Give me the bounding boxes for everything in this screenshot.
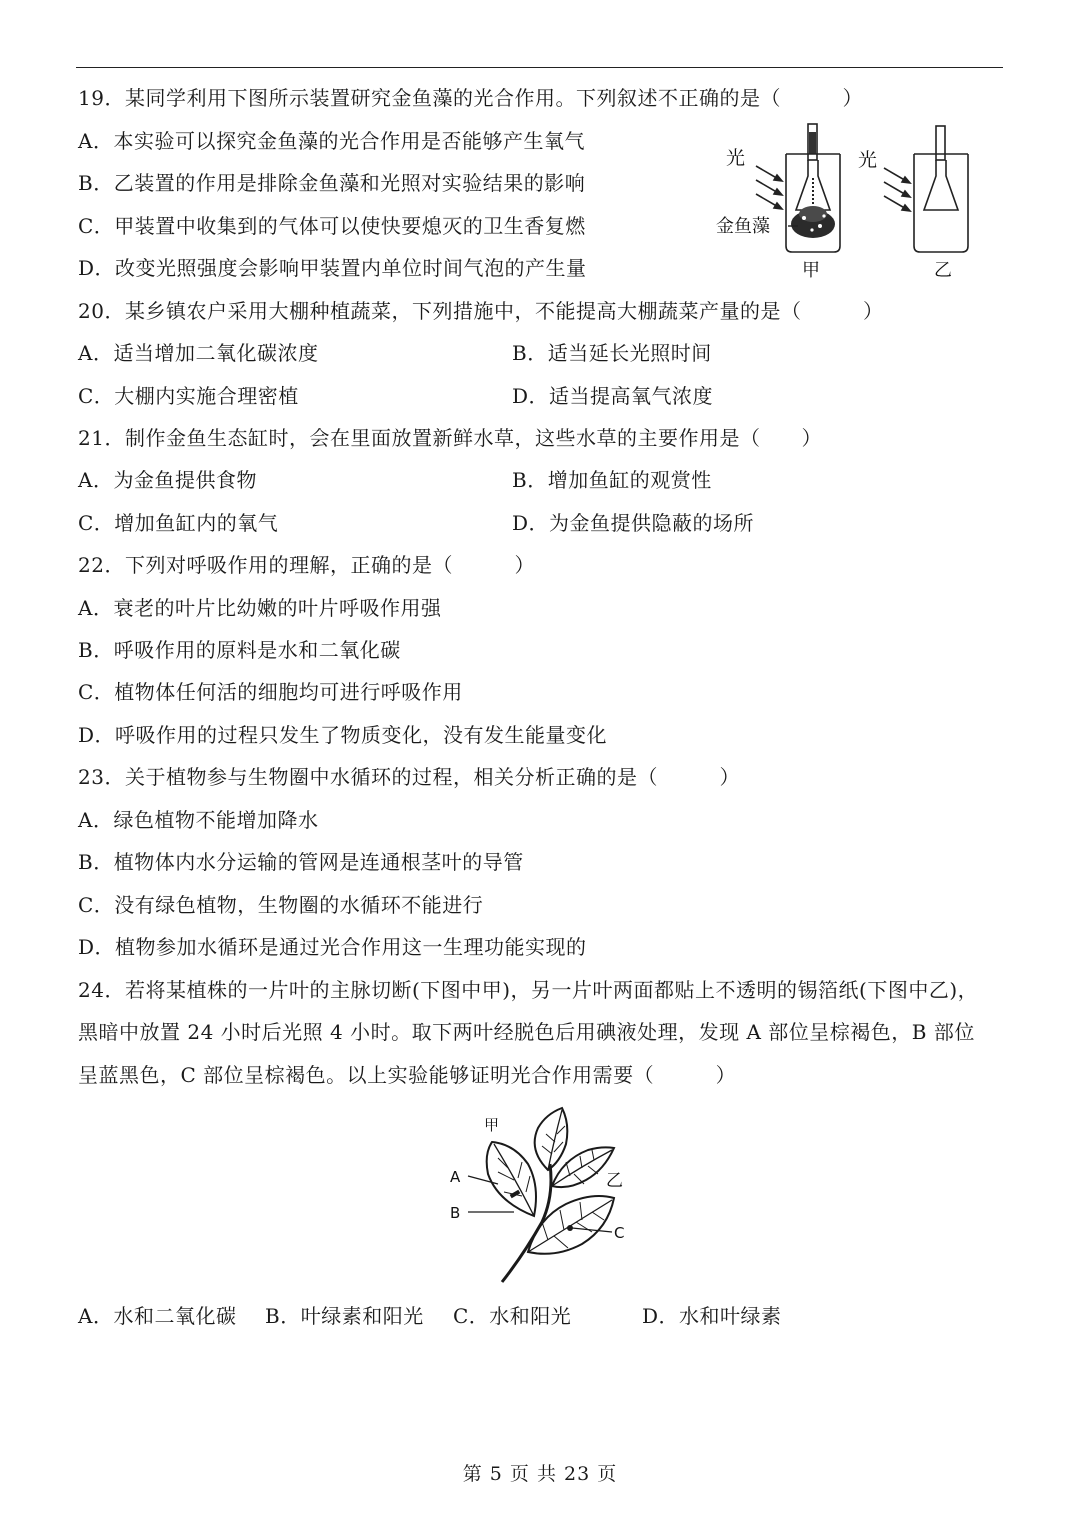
q22-option-a[interactable]: A．衰老的叶片比幼嫩的叶片呼吸作用强 (78, 596, 442, 620)
q19-apparatus-figure (712, 118, 987, 288)
q19-light-label-right: 光 (858, 149, 878, 171)
q21-option-a[interactable]: A．为金鱼提供食物 (78, 468, 257, 492)
q19-option-a[interactable]: A．本实验可以探究金鱼藻的光合作用是否能够产生氧气 (78, 129, 585, 153)
q19-option-c[interactable]: C．甲装置中收集到的气体可以使快要熄灭的卫生香复燃 (78, 214, 586, 238)
light-arrows-right-icon (884, 168, 910, 211)
q22-option-b[interactable]: B．呼吸作用的原料是水和二氧化碳 (78, 638, 401, 662)
goldfish-weed-icon (791, 178, 835, 238)
q20-option-b[interactable]: B．适当延长光照时间 (512, 341, 712, 365)
q20-stem: 20．某乡镇农户采用大棚种植蔬菜，下列措施中，不能提高大棚蔬菜产量的是（ ） (78, 299, 884, 323)
q24-label-c: C (614, 1224, 625, 1242)
header-rule (76, 67, 1003, 68)
q24-stem-line-1: 24．若将某植株的一片叶的主脉切断(下图中甲)，另一片叶两面都贴上不透明的锡箔纸(下图中乙)， (78, 978, 979, 1002)
light-arrows-left-icon (756, 166, 782, 209)
q22-stem: 22．下列对呼吸作用的理解，正确的是（ ） (78, 553, 535, 577)
q19-light-label-left: 光 (726, 147, 746, 169)
q24-label-a: A (450, 1168, 461, 1186)
q20-option-d[interactable]: D．适当提高氧气浓度 (512, 384, 714, 408)
leaf-yi (528, 1196, 614, 1254)
q21-stem: 21．制作金鱼生态缸时，会在里面放置新鲜水草，这些水草的主要作用是（ ） (78, 426, 822, 450)
q24-label-b: B (450, 1204, 461, 1222)
q24-label-jia: 甲 (484, 1116, 500, 1134)
q21-option-d[interactable]: D．为金鱼提供隐蔽的场所 (512, 511, 755, 535)
q21-option-c[interactable]: C．增加鱼缸内的氧气 (78, 511, 279, 535)
q19-label-yi: 乙 (934, 260, 952, 281)
q22-option-d[interactable]: D．呼吸作用的过程只发生了物质变化，没有发生能量变化 (78, 723, 608, 747)
q23-option-c[interactable]: C．没有绿色植物，生物圈的水循环不能进行 (78, 893, 484, 917)
leaf-top (535, 1108, 568, 1170)
q23-option-d[interactable]: D．植物参加水循环是通过光合作用这一生理功能实现的 (78, 935, 587, 959)
leaf-jia (487, 1142, 536, 1216)
q24-option-b[interactable]: B．叶绿素和阳光 (265, 1304, 424, 1328)
q20-option-a[interactable]: A．适当增加二氧化碳浓度 (78, 341, 319, 365)
q22-option-c[interactable]: C．植物体任何活的细胞均可进行呼吸作用 (78, 680, 463, 704)
q23-option-a[interactable]: A．绿色植物不能增加降水 (78, 808, 319, 832)
q23-option-b[interactable]: B．植物体内水分运输的管网是连通根茎叶的导管 (78, 850, 524, 874)
q19-label-jia: 甲 (802, 260, 820, 281)
q23-stem: 23．关于植物参与生物圈中水循环的过程，相关分析正确的是（ ） (78, 765, 740, 789)
page-footer: 第 5 页 共 23 页 (462, 1463, 618, 1485)
apparatus-yi (914, 126, 968, 252)
q24-stem-line-3: 呈蓝黑色，C 部位呈棕褐色。以上实验能够证明光合作用需要（ ） (78, 1063, 737, 1087)
q19-plant-label: 金鱼藻 (716, 216, 770, 237)
q24-option-c[interactable]: C．水和阳光 (453, 1304, 572, 1328)
q19-stem: 19．某同学利用下图所示装置研究金鱼藻的光合作用。下列叙述不正确的是（ ） (78, 86, 863, 110)
q19-option-b[interactable]: B．乙装置的作用是排除金鱼藻和光照对实验结果的影响 (78, 171, 586, 195)
q24-stem-line-2: 黑暗中放置 24 小时后光照 4 小时。取下两叶经脱色后用碘液处理，发现 A 部位呈棕褐色，B 部位 (78, 1020, 975, 1044)
q19-option-d[interactable]: D．改变光照强度会影响甲装置内单位时间气泡的产生量 (78, 256, 587, 280)
q20-option-c[interactable]: C．大棚内实施合理密植 (78, 384, 299, 408)
q24-option-d[interactable]: D．水和叶绿素 (642, 1304, 782, 1328)
q21-option-b[interactable]: B．增加鱼缸的观赏性 (512, 468, 712, 492)
q24-leaf-figure (442, 1104, 642, 1288)
q24-label-yi: 乙 (606, 1171, 623, 1191)
q24-option-a[interactable]: A．水和二氧化碳 (78, 1304, 237, 1328)
